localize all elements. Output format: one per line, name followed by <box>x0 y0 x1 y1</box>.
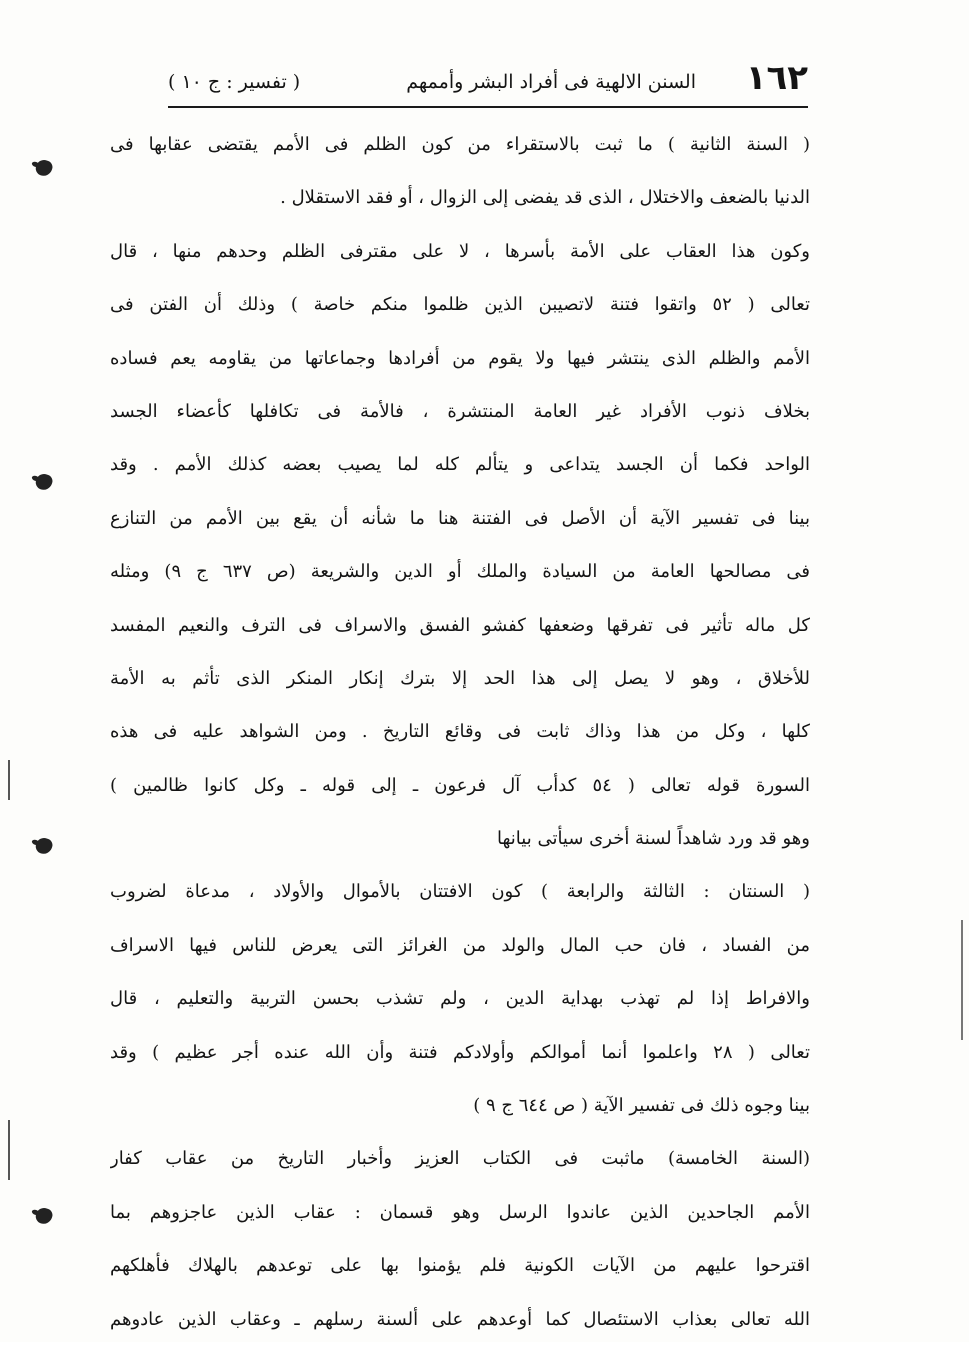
binding-hole-mark <box>34 1206 55 1227</box>
binding-hole-mark <box>34 836 55 857</box>
text-line: تعالى ( ٢٨ واعلموا أنما أموالكم وأولادكم فتنة وأن الله عنده أجر عظيم ) وقد <box>110 1041 810 1063</box>
text-line: وكون هذا العقاب على الأمة بأسرها ، لا على مقترفى الظلم وحدهم منها ، قال <box>110 240 810 262</box>
text-line: فى مصالحها العامة من السيادة والملك أو الدين والشريعة (ص ٦٣٧ ج ٩) ومثله <box>110 561 810 583</box>
binding-hole-mark <box>34 472 55 493</box>
text-line: ( السنة الثانية ) ما ثبت بالاستقراء من كون الظلم فى الأمم يقتضى عقابها فى <box>110 134 810 155</box>
text-line: كلها ، وكل من هذا وذاك ثابت فى وقائع التاريخ . ومن الشواهد عليه فى هذه <box>110 721 810 743</box>
text-line: الدنيا بالضعف والاختلال ، الذى قد يفضى إلى الزوال ، أو فقد الاستقلال . <box>280 187 810 209</box>
text-line: بينا وجوه ذلك فى تفسير الآية ( ص ٦٤٤ ج ٩ ) <box>473 1095 810 1117</box>
text-line: ( السنتان : الثالثة والرابعة ) كون الافتتان بالأموال والأولاد ، مدعاة لضروب <box>110 881 810 903</box>
text-line: (السنة الخامسة) ماثبت فى الكتاب العزيز وأخبار التاريخ من عقاب كفار <box>110 1148 810 1170</box>
running-title: السنن الالهية فى أفراد البشر وأممهم <box>406 71 696 93</box>
page-number: ١٦٢ <box>745 58 808 98</box>
text-line: تعالى ( ٥٢ واتقوا فتنة لاتصيبن الذين ظلموا منكم خاصة ) وذلك أن الفتن فى <box>110 294 810 316</box>
text-line: كل ماله تأثير فى تفرقها وضعفها كفشو الفسق والاسراف فى الترف والنعيم المفسد <box>110 614 810 636</box>
scan-edge-mark <box>961 920 963 1040</box>
text-line: الواحد فكما أن الجسد يتداعى و يتألم كله لما يصيب بعضه كذلك الأمم . وقد <box>110 454 810 476</box>
scan-edge-mark <box>8 1120 10 1180</box>
text-line: الأمم الجاحدين الذين عاندوا الرسل وهو قسمان : عقاب الذين عاجزوهم بما <box>110 1201 810 1223</box>
text-line: من الفساد ، فان حب المال والولد من الغرائز التى يعرض للناس فيها الاسراف <box>110 934 810 956</box>
text-line: السورة قوله تعالى ( ٥٤ كدأب آل فرعون ـ إلى قوله ـ وكل كانوا ظالمين ) <box>110 774 810 796</box>
binding-hole-mark <box>34 158 55 179</box>
header-rule <box>168 106 808 108</box>
volume-reference: ( تفسير : ج ١٠ ) <box>168 71 301 93</box>
text-line: للأخلاق ، وهو لا يصل إلى هذا الحد إلا بترك إنكار المنكر الذى تأثم به الأمة <box>110 667 810 689</box>
text-line: الله تعالى بعذاب الاستئصال كما أوعدهم على ألسنة رسلهم ـ وعقاب الذين عادوهم <box>110 1308 810 1330</box>
text-line: الأمم والظلم الذى ينتشر فيها ولا يقوم من أفرادها وجماعاتها من يقاومه يعم فساده <box>110 347 810 369</box>
text-line: اقترحوا عليهم من الآيات الكونية فلم يؤمنوا بها على توعدهم بالهلاك فأهلكهم <box>110 1255 810 1277</box>
scan-edge-mark <box>8 760 10 800</box>
text-line: بخلاف ذنوب الأفراد غير العامة المنتشرة ، فالأمة فى تكافلها كأعضاء الجسد <box>110 400 810 422</box>
text-line: وهو قد ورد شاهداً لسنة أخرى سيأتى بيانها <box>497 828 810 850</box>
text-line: بينا فى تفسير الآية أن الأصل فى الفتنة هنا ما شأنه أن يقع بين الأمم من التنازع <box>110 507 810 529</box>
body-text <box>110 118 810 1346</box>
text-line: والافراط إذا لم تهذب بهداية الدين ، ولم تشذب بحسن التربية والتعليم ، قال <box>110 988 810 1010</box>
page-header <box>168 58 808 106</box>
